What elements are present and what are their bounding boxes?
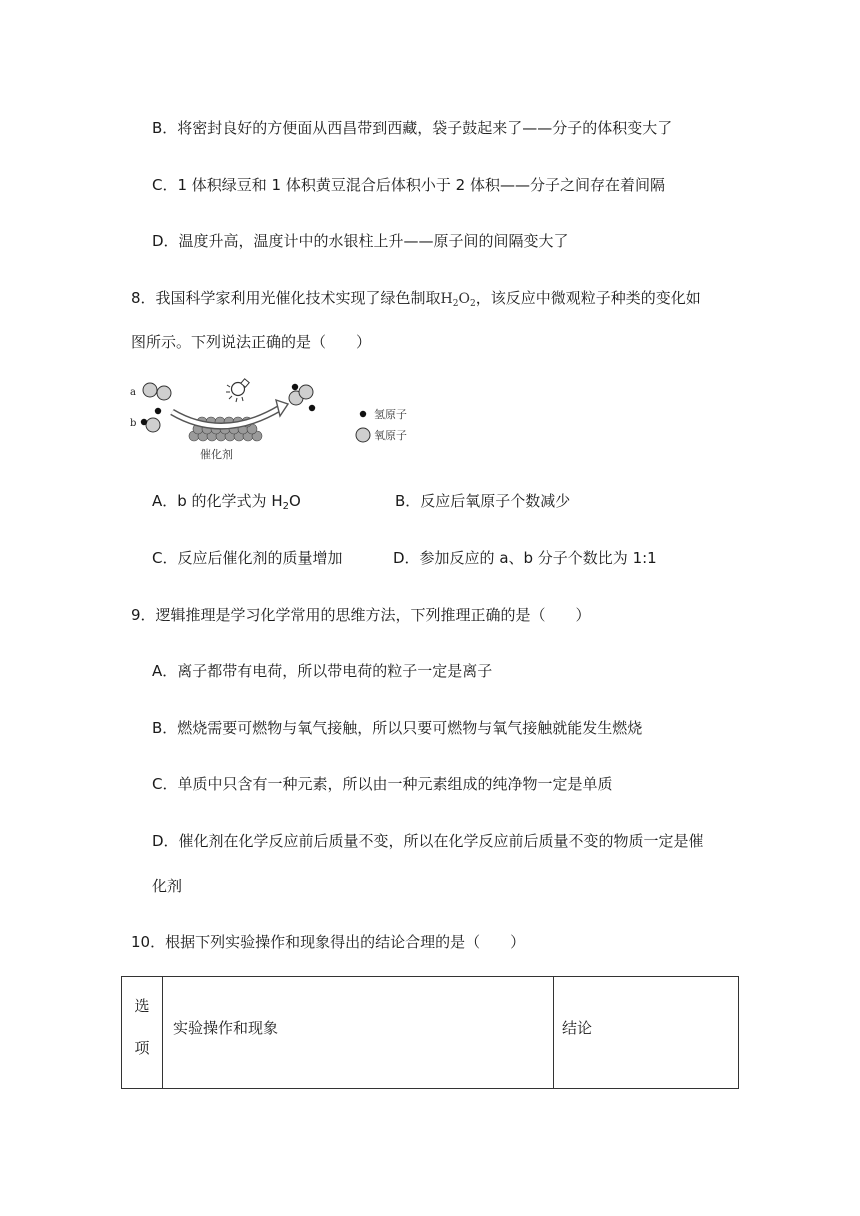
catalyst-label: 催化剂 [200,448,233,461]
header-option-char2: 项 [134,1039,150,1057]
q8-option-c: C．反应后催化剂的质量增加 [152,549,343,567]
q9-option-a: A．离子都带有电荷，所以带电荷的粒子一定是离子 [152,662,493,680]
formula-sub-2a: 2 [452,299,459,309]
q7-option-d: D．温度升高，温度计中的水银柱上升——原子间的间隔变大了 [152,232,569,250]
q8-stem-line2: 图所示。下列说法正确的是（ ） [131,333,372,351]
table-header-row [122,977,739,1089]
q8-stem [131,288,701,314]
q7-option-c: C．1 体积绿豆和 1 体积黄豆混合后体积小于 2 体积——分子之间存在着间隔 [152,176,665,194]
header-option-char1: 选 [134,997,150,1015]
q9-option-d-line1: D．催化剂在化学反应前后质量不变，所以在化学反应前后质量不变的物质一定是催 [152,832,704,850]
q10-stem: 10．根据下列实验操作和现象得出的结论合理的是（ ） [131,933,526,951]
q9-option-d-line2: 化剂 [152,877,183,895]
legend-o-marker [356,428,370,442]
reaction-arrow [172,400,288,426]
formula-sub-2b: 2 [469,299,476,309]
legend-h-label: 氢原子 [374,408,407,421]
q7-option-b: B．将密封良好的方便面从西昌带到西藏，袋子鼓起来了——分子的体积变大了 [152,119,673,137]
molecule-b [141,408,161,432]
q9-option-b: B．燃烧需要可燃物与氧气接触，所以只要可燃物与氧气接触就能发生燃烧 [152,719,643,737]
molecule-a [143,383,171,400]
q8-option-a-post: O [288,492,301,510]
reaction-diagram [128,378,428,466]
header-option [122,977,163,1089]
h2o2-formula [441,291,476,307]
q9-stem: 9．逻辑推理是学习化学常用的思维方法，下列推理正确的是（ ） [131,606,591,624]
formula-o: O [458,291,470,307]
q8-option-a-sub: 2 [282,501,289,512]
q8-stem-pre: 8．我国科学家利用光催化技术实现了绿色制取 [131,289,441,307]
q8-option-a-pre: A．b 的化学式为 H [152,492,283,510]
legend-h-marker [360,411,366,417]
q8-stem-post: ，该反应中微观粒子种类的变化如 [475,289,701,307]
header-operation: 实验操作和现象 [163,977,554,1089]
header-conclusion: 结论 [554,977,739,1089]
q9-option-c: C．单质中只含有一种元素，所以由一种元素组成的纯净物一定是单质 [152,775,613,793]
product-molecule [289,384,315,411]
label-b: b [130,418,137,429]
q8-option-b: B．反应后氧原子个数减少 [395,492,571,510]
experiment-table [121,976,739,1089]
label-a: a [130,387,136,398]
formula-h: H [440,291,453,307]
legend-o-label: 氧原子 [374,429,407,442]
light-bulb-icon [226,379,249,402]
q8-option-a [152,491,301,517]
q8-option-d: D．参加反应的 a、b 分子个数比为 1:1 [393,549,657,567]
legend [356,407,407,442]
